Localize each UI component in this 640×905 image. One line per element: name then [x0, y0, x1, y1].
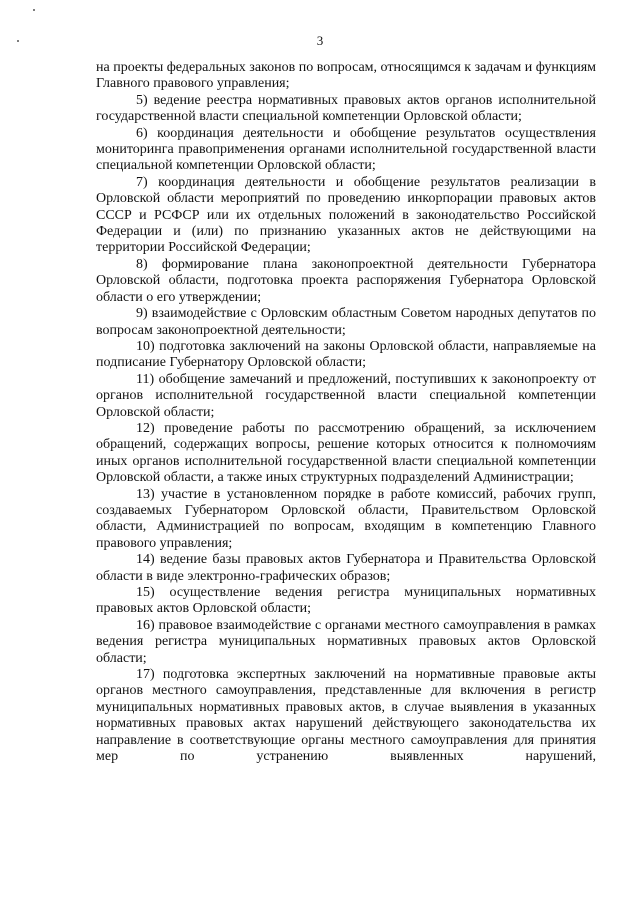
- paragraph-item-12: 12) проведение работы по рассмотрению обращений, за исключением обращений, содержащих вопросы, решение которых относится к полномочиям иных органов исполнительной государственной власти специальной компетенции Орловской области, а также иных структурных подразделений Администрации;: [96, 420, 596, 486]
- paragraph-item-9: 9) взаимодействие с Орловским областным Советом народных депутатов по вопросам законопроектной деятельности;: [96, 306, 596, 338]
- scan-speck: [33, 9, 35, 11]
- paragraph-item-13: 13) участие в установленном порядке в работе комиссий, рабочих групп, создаваемых Губернатором Орловской области, Правительством Орловской области, Администрацией по вопросам, входящим в компетенцию Главного правового управления;: [96, 486, 596, 551]
- paragraph-item-11: 11) обобщение замечаний и предложений, поступивших к законопроекту от органов исполнительной государственной власти специальной компетенции Орловской области;: [96, 371, 596, 420]
- paragraph-item-16: 16) правовое взаимодействие с органами местного самоуправления в рамках ведения регистра муниципальных нормативных правовых актов Орловской области;: [96, 617, 596, 666]
- paragraph-item-6: 6) координация деятельности и обобщение результатов осуществления мониторинга правоприменения органами исполнительной государственной власти специальной компетенции Орловской области;: [96, 125, 596, 174]
- paragraph-item-15: 15) осуществление ведения регистра муниципальных нормативных правовых актов Орловской области;: [96, 585, 596, 617]
- paragraph-item-7: 7) координация деятельности и обобщение результатов реализации в Орловской области мероприятий по проведению инкорпорации правовых актов СССР и РСФСР или их отдельных положений в законодательство Российской Федерации и (или) по признанию указанных актов не действующими на территории Российской Федерации;: [96, 174, 596, 256]
- paragraph-item-5: 5) ведение реестра нормативных правовых актов органов исполнительной государственной власти специальной компетенции Орловской области;: [96, 92, 596, 125]
- document-body: [96, 60, 596, 765]
- paragraph-item-14: 14) ведение базы правовых актов Губернатора и Правительства Орловской области в виде электронно-графических образов;: [96, 552, 596, 584]
- paragraph-continuation: на проекты федеральных законов по вопросам, относящимся к задачам и функциям Главного правового управления;: [96, 60, 596, 92]
- paragraph-item-17: 17) подготовка экспертных заключений на нормативные правовые акты органов местного самоуправления, представленные для включения в регистр муниципальных нормативных правовых актов, в случае выявления в указанных нормативных правовых актах нарушений действующего законодательства их направление в соответствующие органы местного самоуправления для принятия мер по устранению выявленных нарушений,: [96, 667, 596, 765]
- paragraph-item-10: 10) подготовка заключений на законы Орловской области, направляемые на подписание Губернатору Орловской области;: [96, 338, 596, 371]
- page-number: 3: [316, 33, 324, 48]
- paragraph-item-8: 8) формирование плана законопроектной деятельности Губернатора Орловской области, подготовка проекта распоряжения Губернатора Орловской области о его утверждении;: [96, 256, 596, 305]
